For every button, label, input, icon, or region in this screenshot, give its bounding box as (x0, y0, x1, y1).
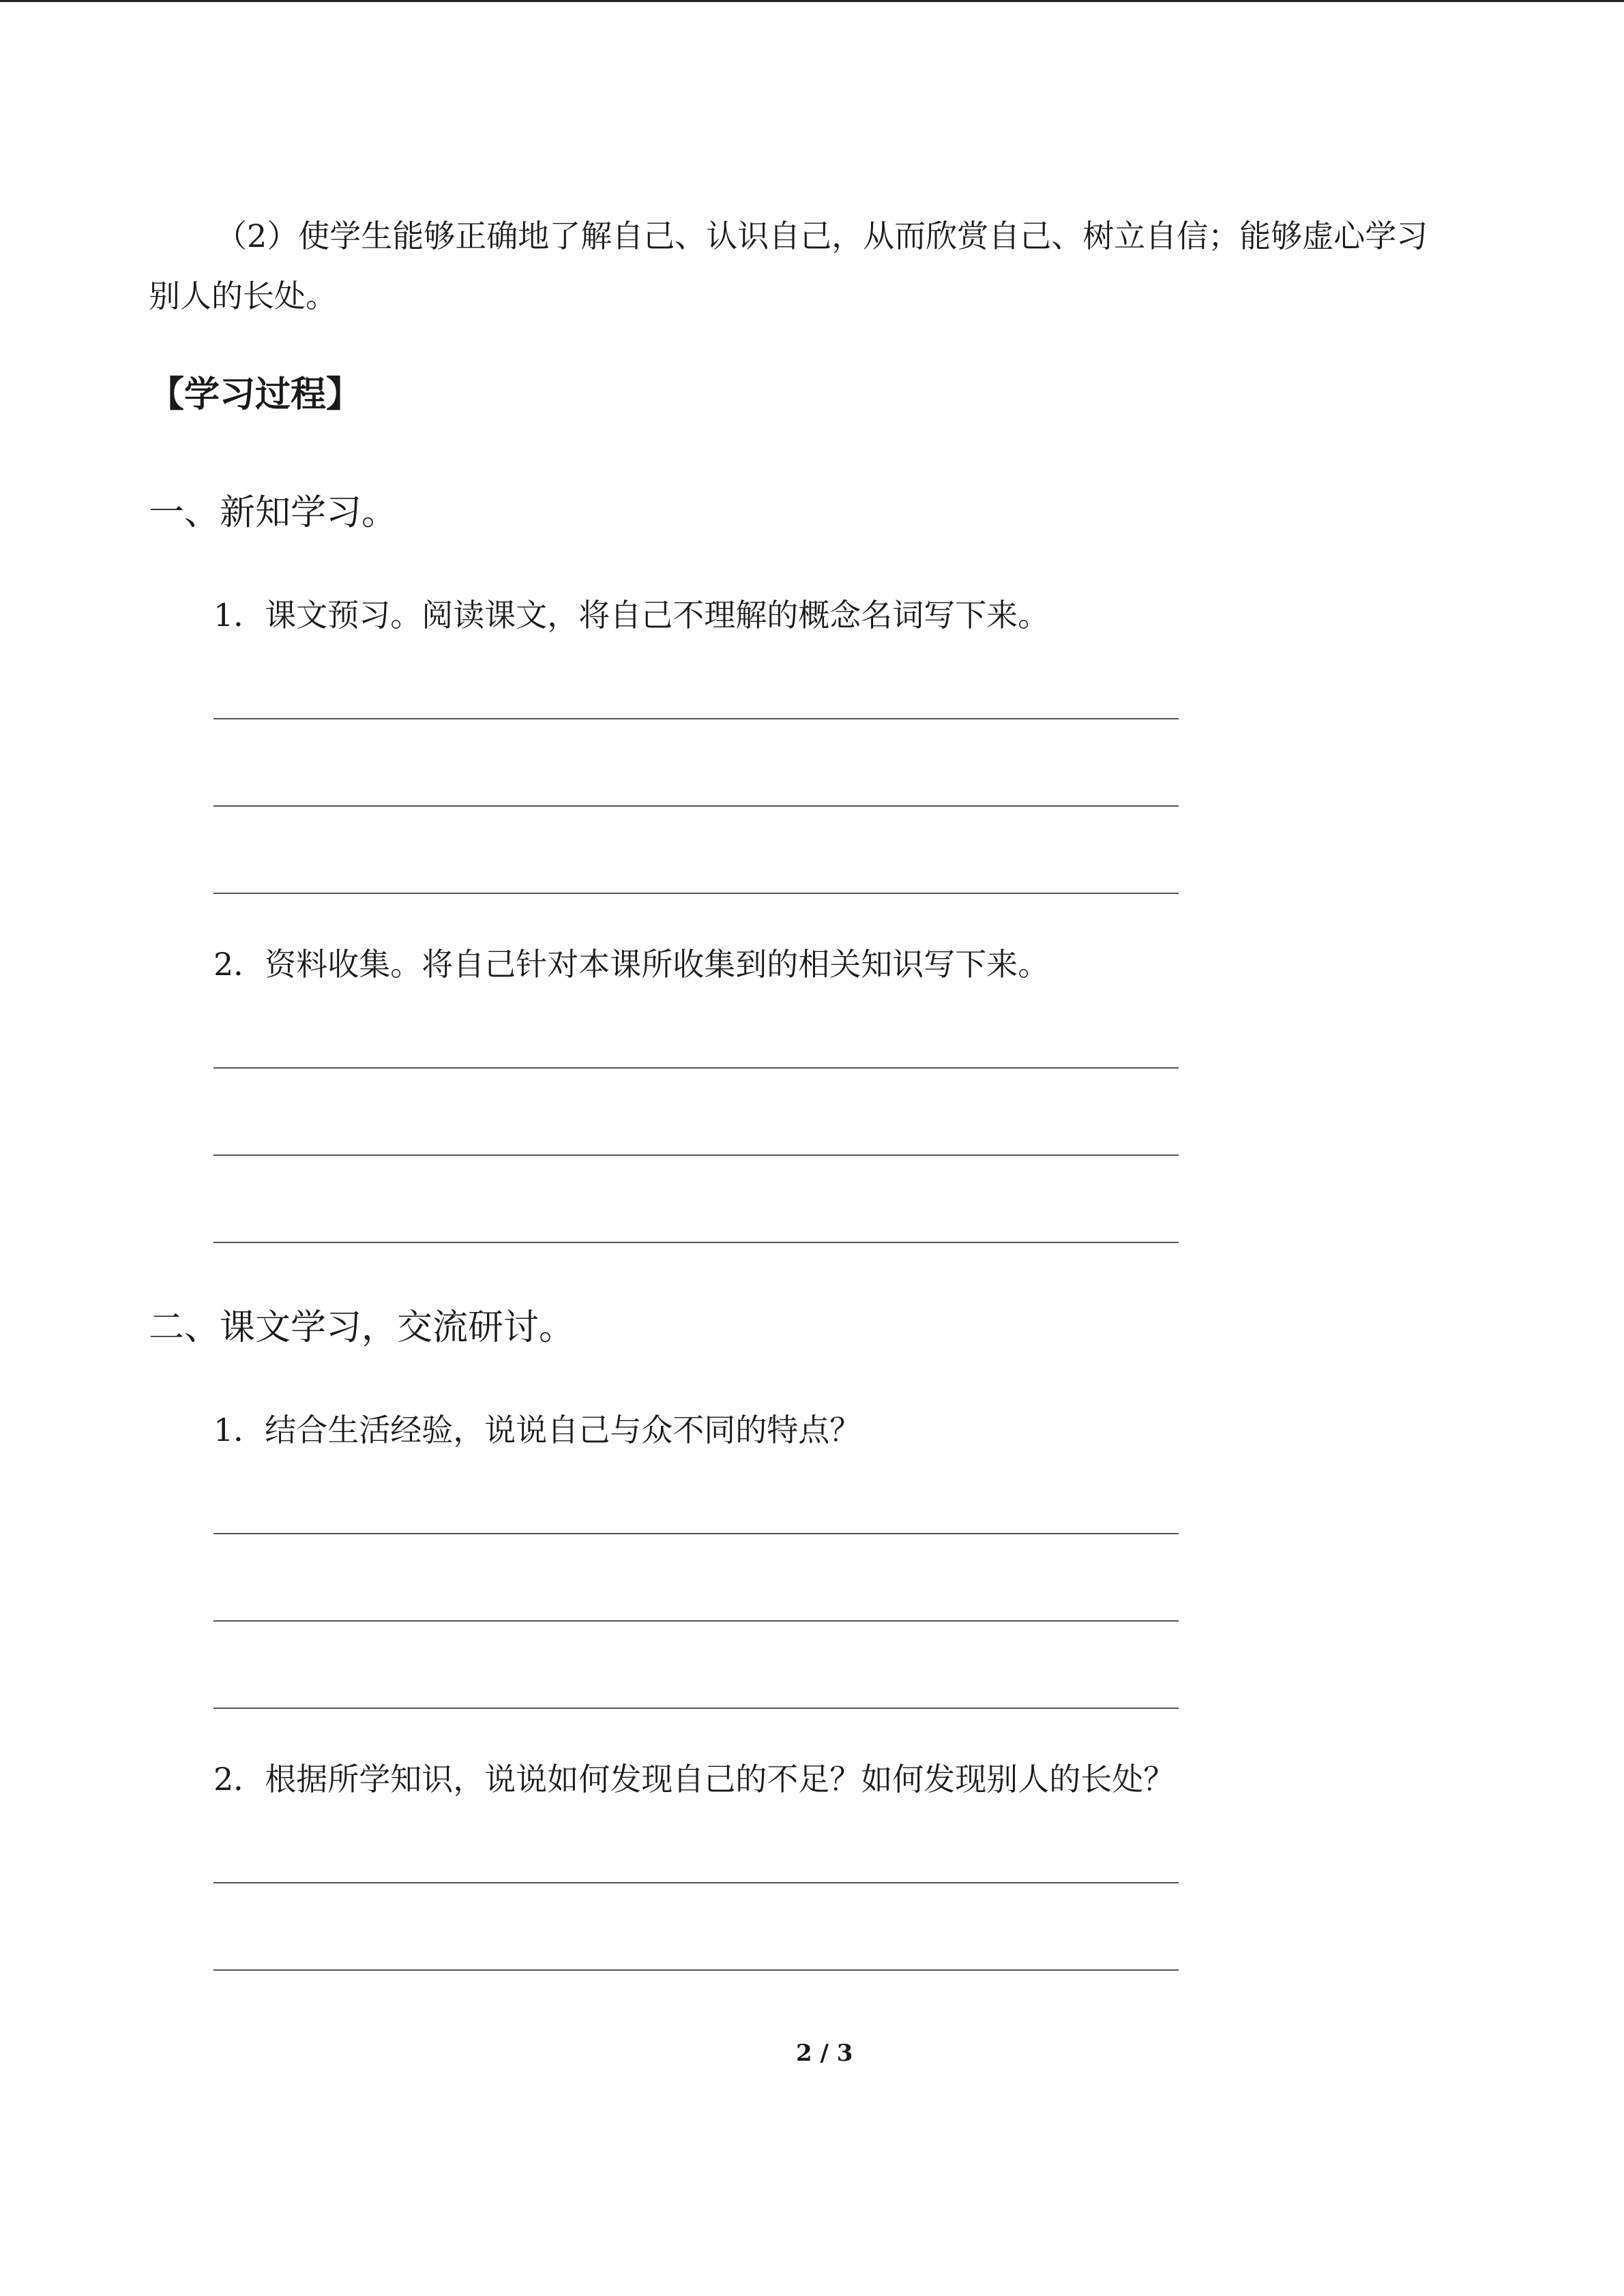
learning-process-heading: 【学习过程】 (149, 374, 362, 415)
section-1-title: 一、新知学习。 (149, 492, 398, 533)
answer-line[interactable] (213, 1533, 1179, 1534)
page-top-border (0, 0, 1624, 2)
section-2-question-2: 2．根据所学知识，说说如何发现自己的不足？如何发现别人的长处？ (213, 1761, 1175, 1798)
answer-line[interactable] (213, 1620, 1179, 1622)
section-2-question-1: 1．结合生活经验，说说自己与众不同的特点？ (213, 1412, 861, 1448)
answer-line[interactable] (213, 1242, 1179, 1243)
answer-line[interactable] (213, 1067, 1179, 1069)
page-number: 2 / 3 (796, 2040, 853, 2067)
answer-line[interactable] (213, 1882, 1179, 1883)
section-1-question-1: 1．课文预习。阅读课文，将自己不理解的概念名词写下来。 (213, 597, 1050, 633)
answer-line[interactable] (213, 718, 1179, 719)
answer-line[interactable] (213, 805, 1179, 807)
goal-2-line-2: 别人的长处。 (149, 278, 337, 314)
section-1-question-2: 2．资料收集。将自己针对本课所收集到的相关知识写下来。 (213, 946, 1050, 983)
answer-line[interactable] (213, 1708, 1179, 1709)
section-2-title: 二、课文学习，交流研讨。 (149, 1307, 575, 1348)
goal-2-line-1: （2）使学生能够正确地了解自己、认识自己，从而欣赏自己、树立自信；能够虚心学习 (216, 218, 1428, 254)
answer-line[interactable] (213, 1969, 1179, 1971)
answer-line[interactable] (213, 893, 1179, 894)
answer-line[interactable] (213, 1154, 1179, 1156)
